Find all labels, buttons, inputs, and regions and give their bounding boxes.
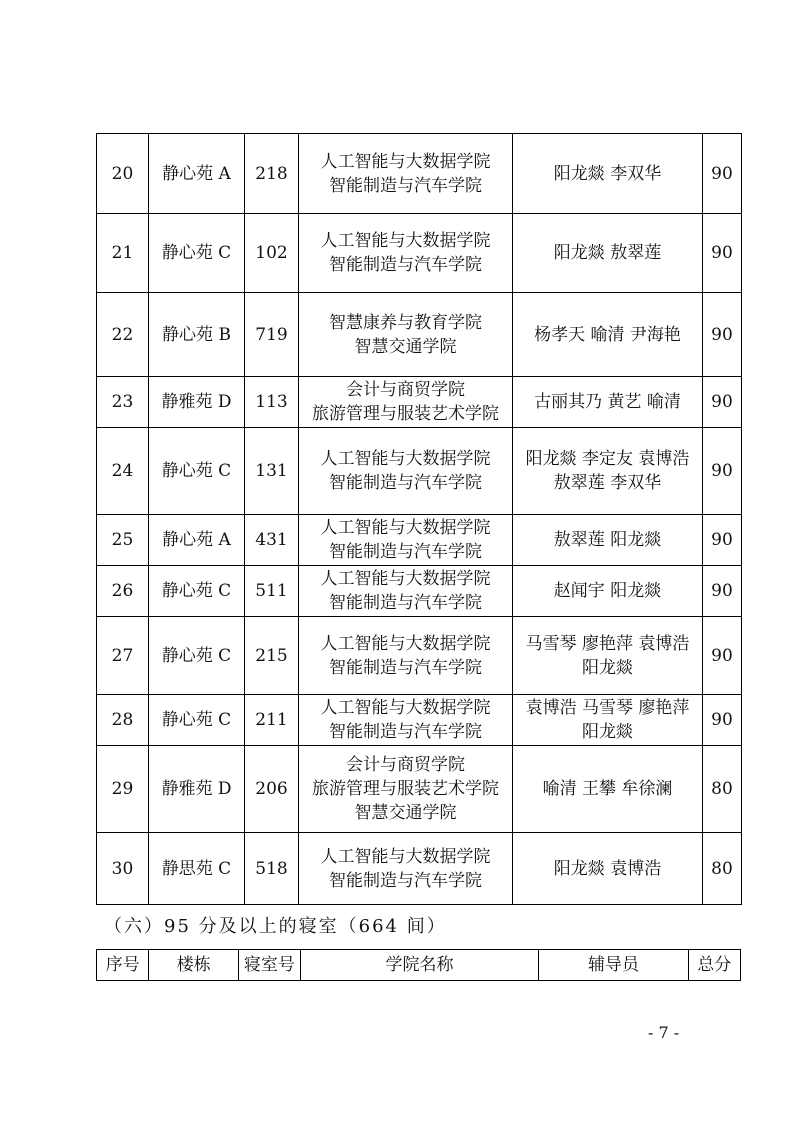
college-names	[299, 214, 513, 293]
room-number: 215	[245, 617, 299, 695]
college-name: 智能制造与汽车学院	[329, 473, 482, 493]
room-number: 131	[245, 428, 299, 515]
counselor-names: 喻清 王攀 牟徐澜	[542, 779, 673, 799]
college-name: 人工智能与大数据学院	[320, 231, 491, 251]
dorm-ranking-table	[96, 133, 742, 905]
counselor-names: 敖翠莲 阳龙燚	[553, 530, 662, 550]
college-name: 智慧交通学院	[354, 803, 457, 823]
header-room: 寝室号	[239, 950, 300, 981]
college-names	[299, 377, 513, 428]
row-number: 29	[97, 746, 149, 833]
table-row	[97, 428, 742, 515]
total-score: 90	[703, 134, 742, 214]
table-row	[97, 617, 742, 695]
college-name: 会计与商贸学院	[346, 380, 465, 400]
header-college: 学院名称	[300, 950, 539, 981]
college-name: 人工智能与大数据学院	[320, 449, 491, 469]
college-name: 智能制造与汽车学院	[329, 657, 482, 678]
counselors	[513, 293, 703, 377]
college-name: 智能制造与汽车学院	[329, 593, 482, 613]
table-row	[97, 134, 742, 214]
counselors	[513, 617, 703, 695]
next-table-header	[96, 949, 741, 981]
room-number: 431	[245, 515, 299, 566]
college-name: 智慧交通学院	[354, 336, 457, 357]
college-name: 人工智能与大数据学院	[320, 698, 491, 718]
building: 静心苑 C	[149, 214, 245, 293]
college-names	[299, 293, 513, 377]
row-number: 28	[97, 695, 149, 746]
college-name: 智能制造与汽车学院	[329, 255, 482, 275]
row-number: 25	[97, 515, 149, 566]
counselor-names: 古丽其乃 黄艺 喻清	[534, 392, 681, 412]
college-name: 智能制造与汽车学院	[329, 870, 482, 891]
row-number: 27	[97, 617, 149, 695]
row-number: 24	[97, 428, 149, 515]
college-names	[299, 695, 513, 746]
counselors	[513, 214, 703, 293]
header-score: 总分	[688, 950, 740, 981]
total-score: 80	[703, 746, 742, 833]
college-name: 人工智能与大数据学院	[320, 151, 491, 172]
header-row	[97, 950, 741, 981]
college-name: 智能制造与汽车学院	[329, 542, 482, 562]
building: 静心苑 C	[149, 566, 245, 617]
building: 静心苑 C	[149, 428, 245, 515]
counselors	[513, 377, 703, 428]
building: 静心苑 C	[149, 617, 245, 695]
room-number: 206	[245, 746, 299, 833]
building: 静心苑 B	[149, 293, 245, 377]
total-score: 90	[703, 695, 742, 746]
counselors	[513, 428, 703, 515]
counselor-names: 阳龙燚 李定友 袁博浩	[525, 449, 690, 469]
total-score: 90	[703, 293, 742, 377]
header-counselor: 辅导员	[539, 950, 688, 981]
college-names	[299, 746, 513, 833]
table-row	[97, 293, 742, 377]
row-number: 21	[97, 214, 149, 293]
counselor-names: 阳龙燚	[582, 657, 633, 678]
room-number: 719	[245, 293, 299, 377]
row-number: 26	[97, 566, 149, 617]
row-number: 30	[97, 833, 149, 905]
row-number: 20	[97, 134, 149, 214]
counselor-names: 杨孝天 喻清 尹海艳	[534, 324, 681, 345]
total-score: 90	[703, 515, 742, 566]
building: 静心苑 A	[149, 515, 245, 566]
building: 静思苑 C	[149, 833, 245, 905]
table-row	[97, 695, 742, 746]
college-name: 旅游管理与服装艺术学院	[312, 779, 499, 799]
counselor-names: 马雪琴 廖艳萍 袁博浩	[525, 633, 690, 654]
college-names	[299, 515, 513, 566]
total-score: 90	[703, 428, 742, 515]
college-name: 人工智能与大数据学院	[320, 518, 491, 538]
row-number: 22	[97, 293, 149, 377]
counselor-names: 阳龙燚 李双华	[553, 163, 662, 184]
table-row	[97, 833, 742, 905]
room-number: 511	[245, 566, 299, 617]
college-names	[299, 134, 513, 214]
college-names	[299, 617, 513, 695]
header-no: 序号	[97, 950, 149, 981]
total-score: 90	[703, 566, 742, 617]
college-name: 智慧康养与教育学院	[329, 312, 482, 333]
counselors	[513, 746, 703, 833]
header-building: 楼栋	[149, 950, 239, 981]
page-number: - 7 -	[648, 1023, 680, 1042]
room-number: 218	[245, 134, 299, 214]
table-row	[97, 377, 742, 428]
college-name: 智能制造与汽车学院	[329, 722, 482, 742]
section-heading: （六）95 分及以上的寝室（664 间）	[104, 916, 447, 937]
counselor-names: 赵闻宇 阳龙燚	[553, 581, 662, 601]
college-name: 人工智能与大数据学院	[320, 633, 491, 654]
building: 静心苑 C	[149, 695, 245, 746]
room-number: 102	[245, 214, 299, 293]
college-names	[299, 428, 513, 515]
college-name: 旅游管理与服装艺术学院	[312, 404, 499, 424]
college-names	[299, 566, 513, 617]
counselor-names: 敖翠莲 李双华	[553, 473, 662, 493]
table-body	[97, 134, 742, 905]
table-row	[97, 746, 742, 833]
building: 静心苑 A	[149, 134, 245, 214]
counselors	[513, 134, 703, 214]
room-number: 113	[245, 377, 299, 428]
counselor-names: 袁博浩 马雪琴 廖艳萍	[525, 698, 690, 718]
room-number: 211	[245, 695, 299, 746]
counselor-names: 阳龙燚 敖翠莲	[553, 243, 662, 263]
total-score: 90	[703, 617, 742, 695]
row-number: 23	[97, 377, 149, 428]
counselors	[513, 515, 703, 566]
total-score: 90	[703, 214, 742, 293]
counselor-names: 阳龙燚	[582, 722, 633, 742]
college-names	[299, 833, 513, 905]
college-name: 人工智能与大数据学院	[320, 846, 491, 867]
table-row	[97, 214, 742, 293]
table-row	[97, 515, 742, 566]
college-name: 智能制造与汽车学院	[329, 175, 482, 196]
college-name: 会计与商贸学院	[346, 755, 465, 775]
counselors	[513, 566, 703, 617]
room-number: 518	[245, 833, 299, 905]
building: 静雅苑 D	[149, 746, 245, 833]
counselors	[513, 695, 703, 746]
counselors	[513, 833, 703, 905]
table-row	[97, 566, 742, 617]
total-score: 90	[703, 377, 742, 428]
total-score: 80	[703, 833, 742, 905]
counselor-names: 阳龙燚 袁博浩	[553, 858, 662, 879]
building: 静雅苑 D	[149, 377, 245, 428]
college-name: 人工智能与大数据学院	[320, 569, 491, 589]
